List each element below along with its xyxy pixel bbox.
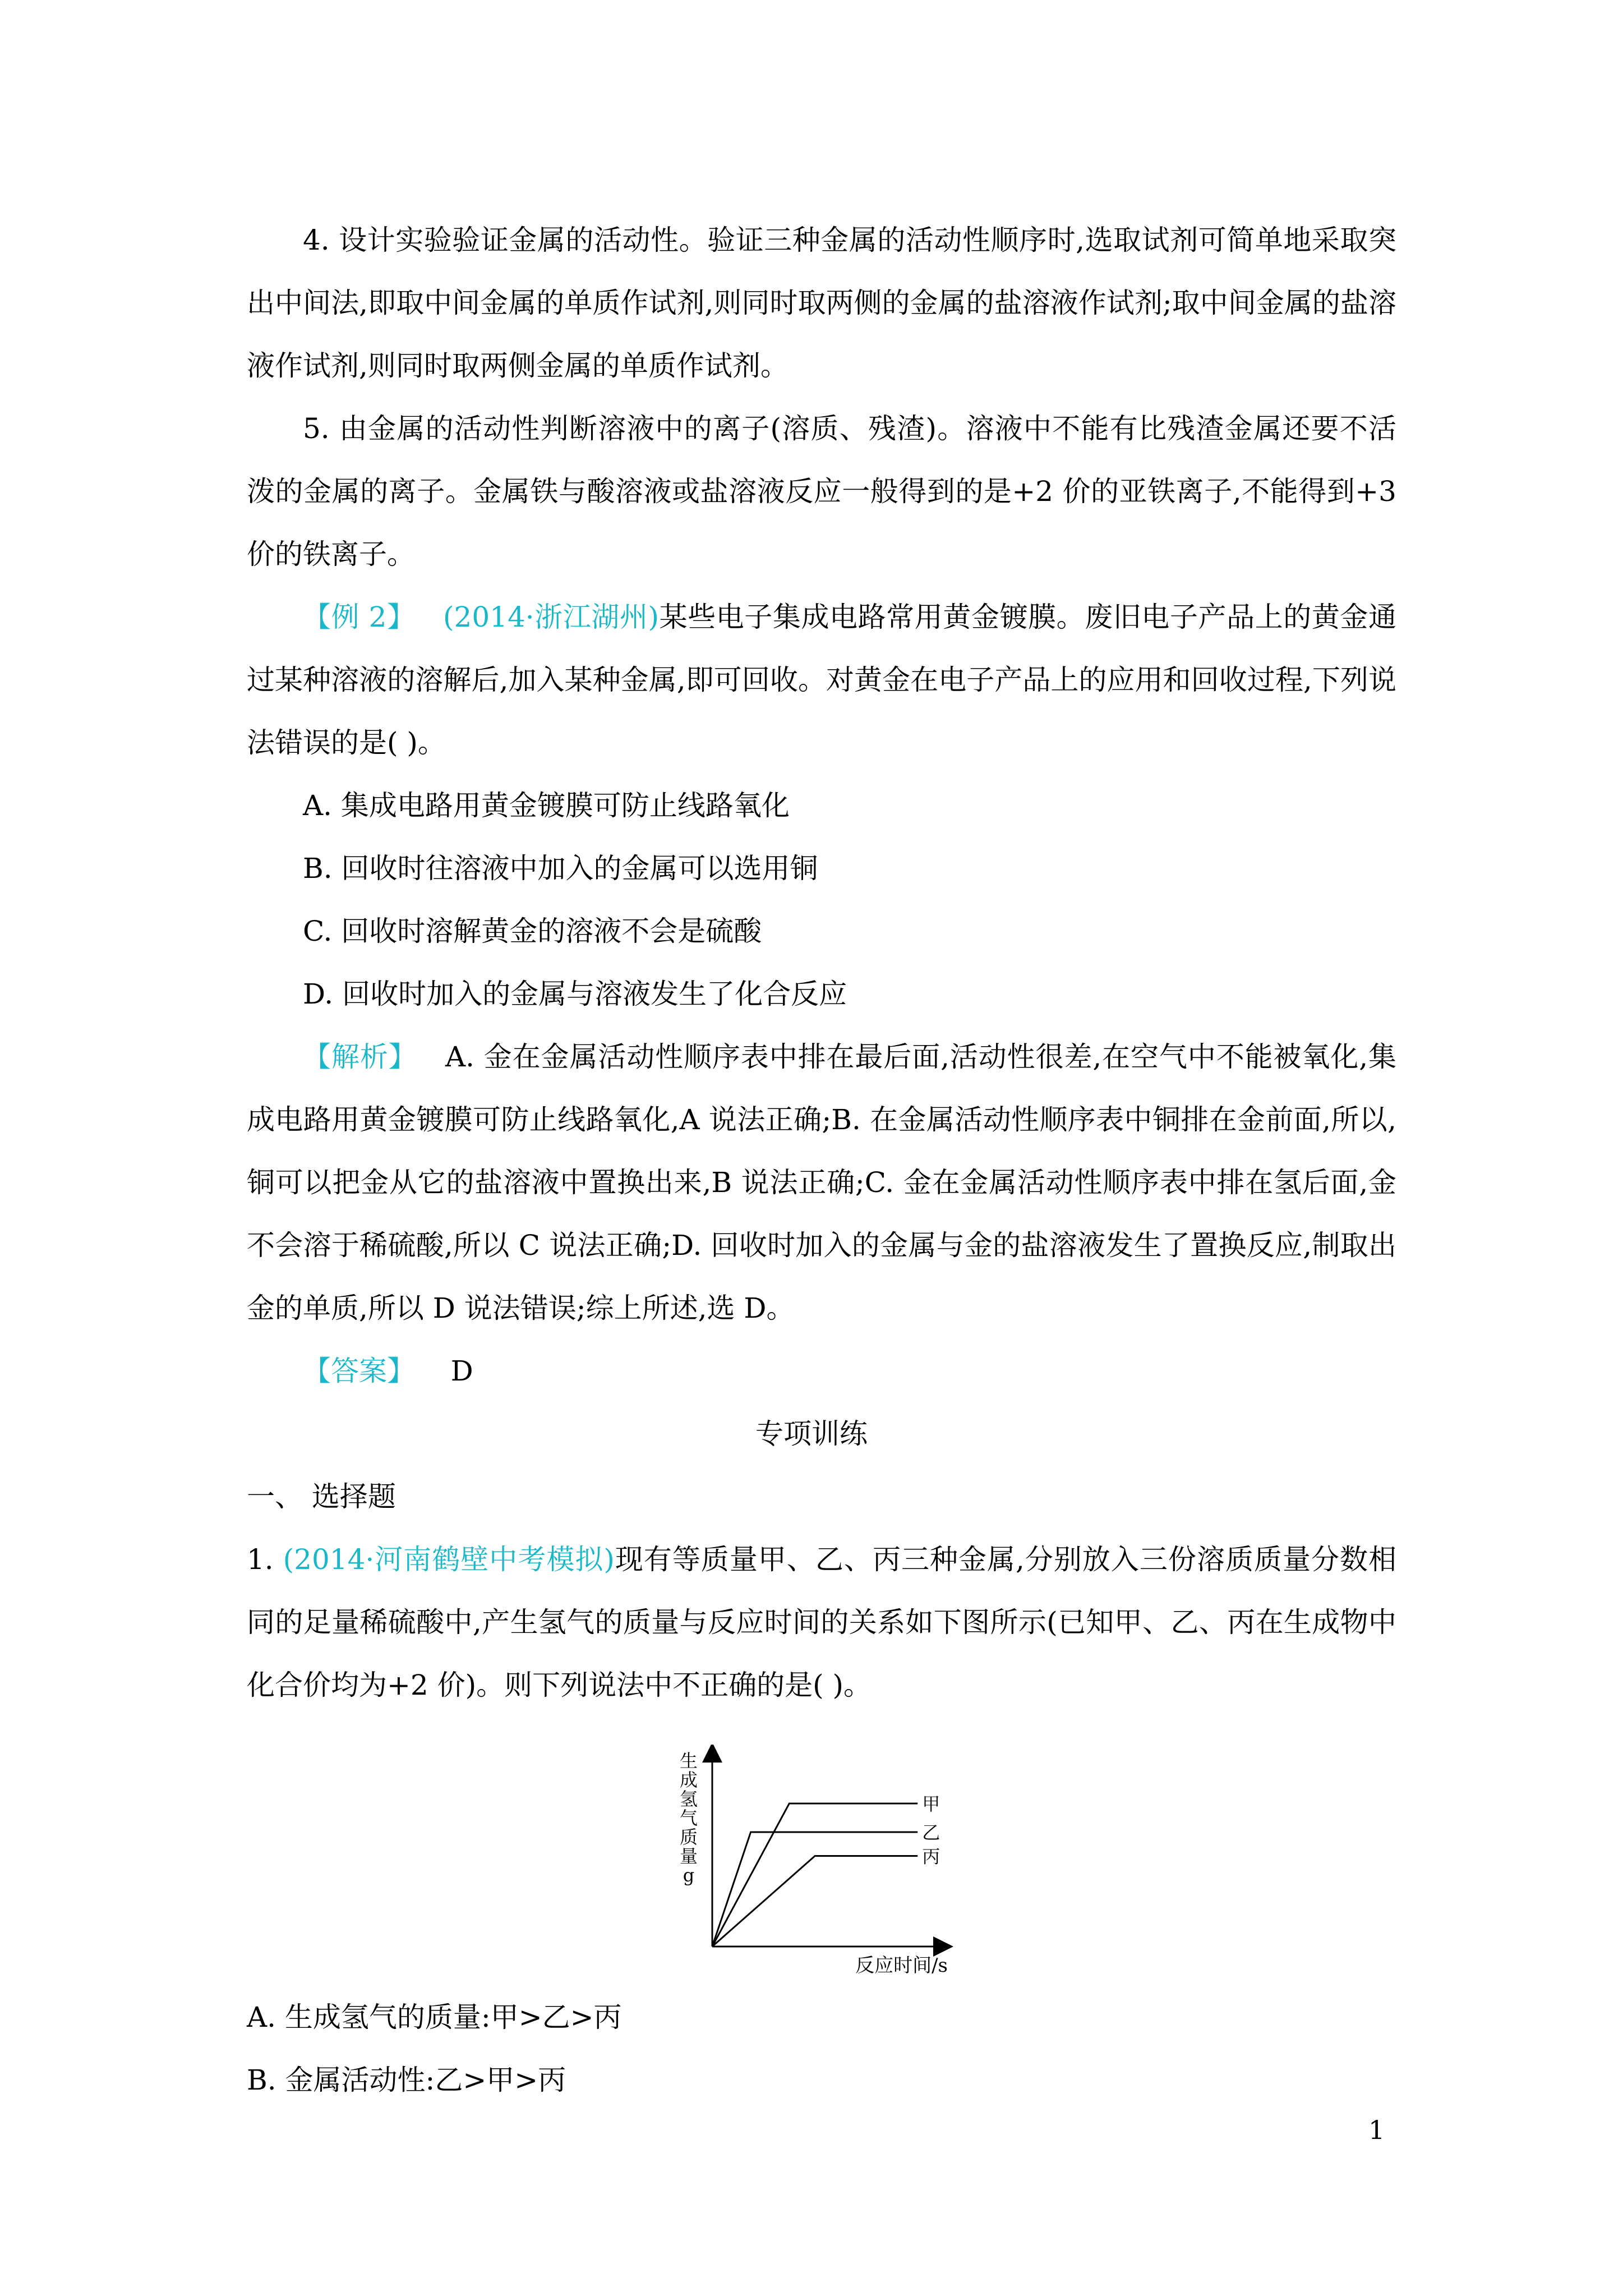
example-text: 某些电子集成电路常用黄金镀膜。废旧电子产品上的黄金通过某种溶液的溶解后,加入某种金属,即可回收。对黄金在电子产品上的应用和回收过程,下列说法错误的是( )。 <box>247 601 1397 759</box>
series-line-3 <box>712 1856 917 1947</box>
example-option-c: C. 回收时溶解黄金的溶液不会是硫酸 <box>303 915 762 947</box>
section-heading: 一、 选择题 <box>247 1480 396 1513</box>
question-number: 1. <box>247 1543 274 1576</box>
section-title: 专项训练 <box>755 1418 868 1450</box>
example-2 <box>247 586 1396 774</box>
analysis-tag: 【解析】 <box>303 1041 417 1073</box>
y-axis-label-char: g <box>683 1865 695 1886</box>
y-axis-label <box>680 1750 698 1886</box>
example-option-d: D. 回收时加入的金属与溶液发生了化合反应 <box>303 978 847 1010</box>
analysis <box>247 1025 1396 1340</box>
answer-value: D <box>450 1355 473 1387</box>
example-source: (2014·浙江湖州) <box>443 601 660 633</box>
answer-tag: 【答案】 <box>303 1355 415 1387</box>
question-1 <box>247 1528 1396 1717</box>
y-axis-label-char: 气 <box>679 1807 698 1829</box>
y-axis-label-char: 成 <box>679 1769 698 1791</box>
question-source: (2014·河南鹤壁中考模拟) <box>283 1543 615 1576</box>
example-option-a: A. 集成电路用黄金镀膜可防止线路氧化 <box>303 789 790 822</box>
series-label-1: 甲 <box>922 1793 940 1815</box>
series-label-2: 乙 <box>922 1822 940 1843</box>
series-label-3: 丙 <box>922 1846 940 1867</box>
x-axis-label: 反应时间/s <box>855 1954 948 1977</box>
series-line-1 <box>712 1803 917 1947</box>
answer <box>247 1340 1396 1402</box>
question-text: 现有等质量甲、乙、丙三种金属,分别放入三份溶质质量分数相同的足量稀硫酸中,产生氢气的质量与反应时间的关系如下图所示(已知甲、乙、丙在生成物中化合价均为+2 价)。则下列说法中不正确的是( )。 <box>247 1543 1396 1701</box>
example-tag: 【例 2】 <box>303 601 416 633</box>
paragraph-5: 5. 由金属的活动性判断溶液中的离子(溶质、残渣)。溶液中不能有比残渣金属还要不活泼的金属的离子。金属铁与酸溶液或盐溶液反应一般得到的是+2 价的亚铁离子,不能得到+3 价的铁离子。 <box>247 412 1396 570</box>
hydrogen-mass-chart <box>667 1745 959 1980</box>
y-axis-label-char: 氢 <box>679 1788 698 1810</box>
example-option-b: B. 回收时往溶液中加入的金属可以选用铜 <box>303 852 818 885</box>
question-option-a: A. 生成氢气的质量:甲>乙>丙 <box>247 2001 622 2033</box>
paragraph-4: 4. 设计实验验证金属的活动性。验证三种金属的活动性顺序时,选取试剂可简单地采取突出中间法,即取中间金属的单质作试剂,则同时取两侧的金属的盐溶液作试剂;取中间金属的盐溶液作试剂,则同时取两侧金属的单质作试剂。 <box>247 224 1396 382</box>
y-axis-label-char: 质 <box>679 1826 698 1848</box>
y-axis-label-char: 生 <box>679 1750 698 1772</box>
page-number: 1 <box>1368 2115 1385 2145</box>
y-axis-label-char: 量 <box>679 1846 698 1867</box>
question-option-b: B. 金属活动性:乙>甲>丙 <box>247 2064 566 2096</box>
analysis-text: A. 金在金属活动性顺序表中排在最后面,活动性很差,在空气中不能被氧化,集成电路用黄金镀膜可防止线路氧化,A 说法正确;B. 在金属活动性顺序表中铜排在金前面,所以,铜可以把金从它的盐溶液中置换出来,B 说法正确;C. 金在金属活动性顺序表中排在氢后面,金不会溶于稀硫酸,所以 C 说法正确;D. 回收时加入的金属与金的盐溶液发生了置换反应,制取出金的单质,所以 D 说法错误;综上所述,选 D。 <box>247 1041 1397 1324</box>
